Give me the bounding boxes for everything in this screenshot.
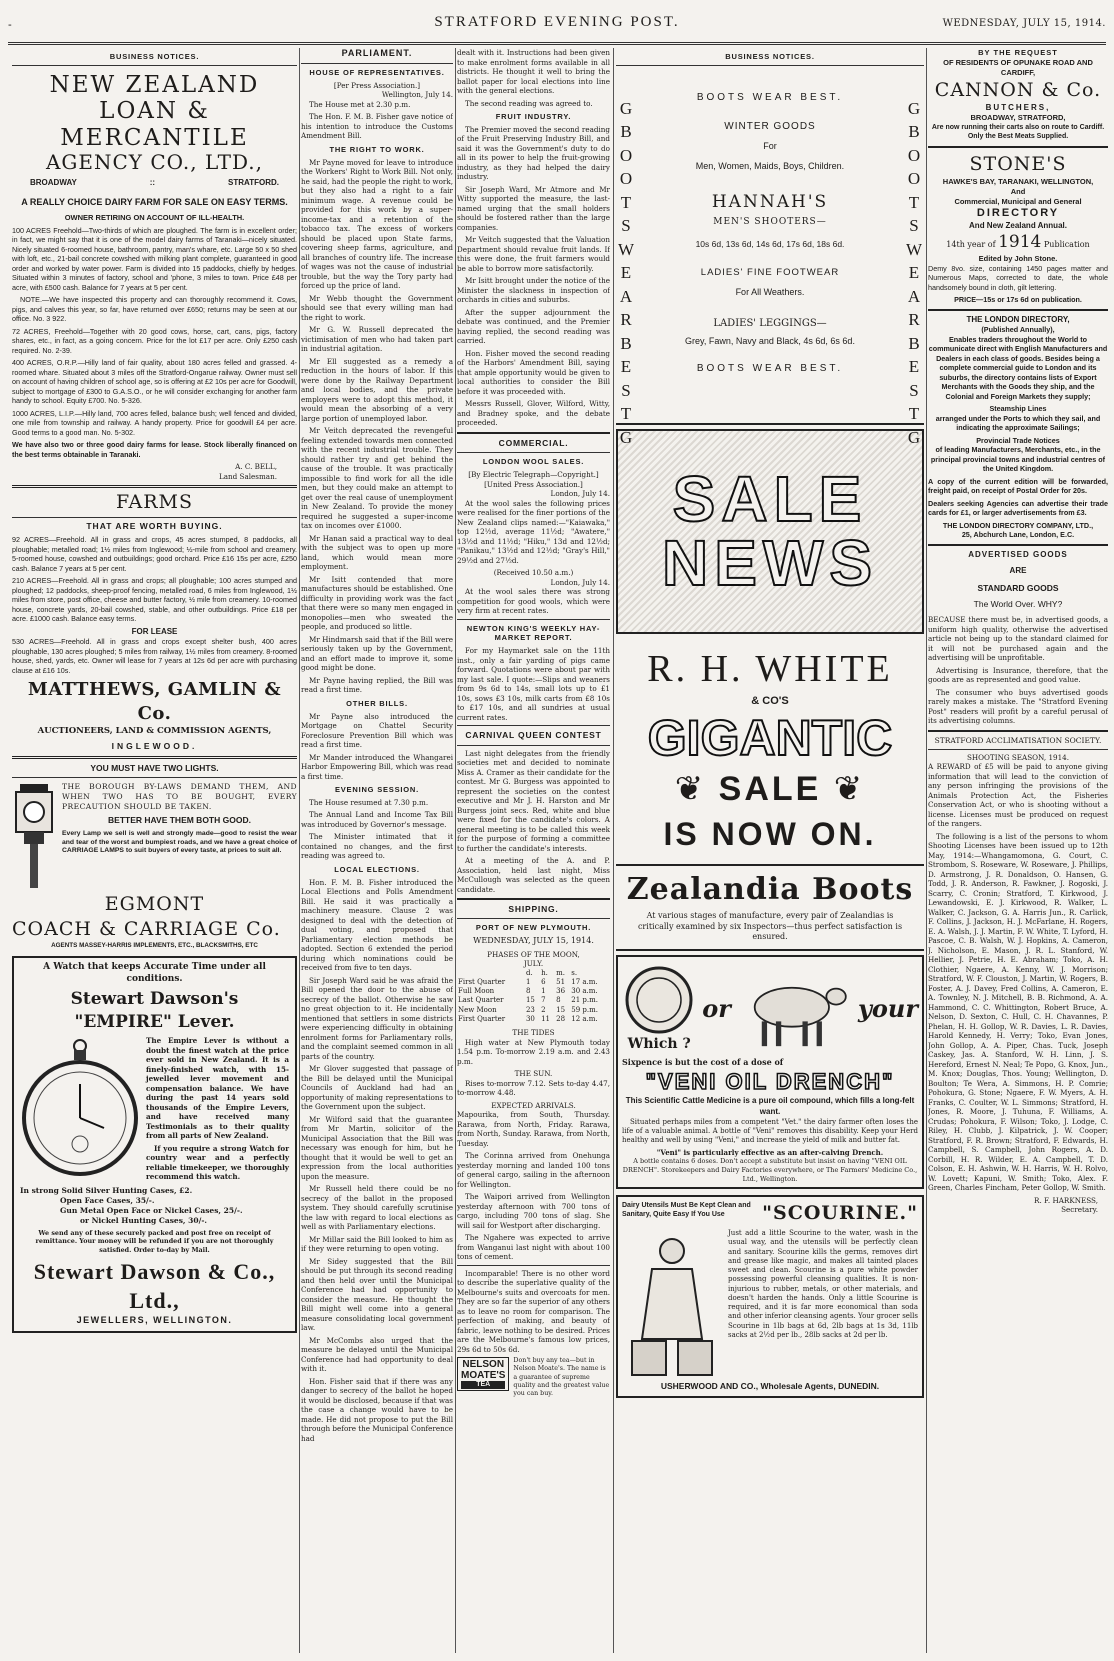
london-directory-title: THE LONDON DIRECTORY, xyxy=(966,314,1070,324)
nz-loan-location xyxy=(12,174,297,193)
egmont-title-2: COACH & CARRIAGE Co. xyxy=(12,918,281,941)
two-lights-heading: YOU MUST HAVE TWO LIGHTS. xyxy=(90,763,219,774)
sale-news-banner xyxy=(616,429,924,634)
section-heading: BUSINESS NOTICES. xyxy=(725,52,815,61)
parliament-heading: PARLIAMENT. xyxy=(341,48,413,58)
ladies-leggings: LADIES' LEGGINGS— xyxy=(713,317,827,329)
vertical-letter: E xyxy=(620,357,632,377)
watch-description: The Empire Lever is without a doubt the finest watch at the price ever sold in New Zealand. It is a finely-finished watch, with 15-jewelled lever movement and compensation balance. We have during the past 14 years sold thousands of the Empire Levers, and have received many Testimonials as to their quality from all parts of New Zealand. xyxy=(146,1036,289,1141)
rh-white-name: R. H. WHITE xyxy=(647,647,893,690)
moon-minute: 51 xyxy=(556,977,566,986)
article-paragraph: Hon. F. M. B. Fisher introduced the Local Elections and Polls Amendment Bill. He said it was practically a machinery measure. Clause 2 was designed to deal with the detection of dual voting, and proposed that Parliamentary election methods be adopted. Section 6 extended the period during which nominations could be received from five to ten days. xyxy=(301,877,453,973)
newton-king-heading: NEWTON KING'S WEEKLY HAY-MARKET REPORT. xyxy=(466,623,601,643)
hannahs-name: HANNAH'S xyxy=(711,192,829,213)
because-text: BECAUSE there must be, in advertised goods, a uniform high quality, otherwise the advertised article not being up to the standard claimed for it will not be purchased again and the advertising will be unprofitable. xyxy=(928,615,1108,663)
vertical-letter: A xyxy=(619,286,633,306)
column-4 xyxy=(616,48,924,1653)
wool-sales-heading: LONDON WOOL SALES. xyxy=(482,457,585,467)
shipping-heading: SHIPPING. xyxy=(508,904,559,914)
mens-shooters: MEN'S SHOOTERS— xyxy=(713,217,827,228)
other-bills-heading: OTHER BILLS. xyxy=(346,698,408,708)
matthews-location: INGLEWOOD. xyxy=(111,740,198,751)
vertical-letter: B xyxy=(620,122,632,142)
vertical-letter: T xyxy=(908,192,920,212)
moon-hour: 6 xyxy=(541,977,546,986)
nz-loan-town: STRATFORD. xyxy=(228,178,279,188)
stones-description: Demy 8vo. size, containing 1450 pages matter and Numerous Maps, corrected to date, the whole handsomely bound in cloth, gilt lettering. xyxy=(928,263,1108,292)
flourish-right-icon: ❦ xyxy=(821,769,866,808)
rh-white-co: & CO'S xyxy=(751,695,789,708)
watch-price-4: or Nickel Hunting Cases, 30/-. xyxy=(80,1216,208,1226)
sun-text: Rises to-morrow 7.12. Sets to-day 4.47, to-morrow 4.48. xyxy=(457,1078,610,1098)
article-paragraph: At a meeting of the A. and P. Association, held last night, Miss McCullough was selected as the queen candidate. xyxy=(457,856,610,894)
right-to-work-heading: THE RIGHT TO WORK. xyxy=(329,144,425,154)
nelson-logo-2: MOATE'S xyxy=(461,1370,506,1382)
vertical-letter: T xyxy=(620,192,632,212)
for-whom: Men, Women, Maids, Boys, Children. xyxy=(695,161,845,172)
arrivals-heading: EXPECTED ARRIVALS. xyxy=(491,1100,576,1110)
nz-loan-title-1: NEW ZEALAND xyxy=(49,71,260,98)
article-paragraph: Mr Isitt contended that more manufactures should be established. One difficulty in providing work was the fact that there were so many men engaged in monopolies—men who sweated the people, and produced so little. xyxy=(301,574,453,632)
vertical-letter: O xyxy=(907,145,921,165)
vertical-letter: S xyxy=(621,380,631,400)
stones-year: 1914 xyxy=(998,232,1042,253)
sale-news-word-2: NEWS xyxy=(662,527,878,600)
article-paragraph: Mr Wilford said that the guarantee from Mr Martin, solicitor of the Municipal Association that the Bill was necessary was enough for him, but he thought that it would be well to get an expression from the local authorities upon the measure. xyxy=(301,1114,453,1181)
matthews-gamlin-title: MATTHEWS, GAMLIN & Co. xyxy=(27,679,282,724)
by-request: BY THE REQUEST xyxy=(978,48,1058,57)
article-paragraph: After the supper adjournment the debate was continued, and the Premier having replied, the second reading was carried. xyxy=(457,307,610,346)
tides-heading: THE TIDES xyxy=(512,1028,555,1038)
article-paragraph: Last night delegates from the friendly societies met and decided to nominate Miss A. Cramer as their candidate for the contest. Mr G. Burgess was appointed to represent the societies on the contest executive and Mr J. H. Harston and Mr Burgess joint secs. Red, white and blue were fixed for the candidate's colors. A general meeting is to be called this week for the purpose of forming a committee to further the candidate's interests. xyxy=(457,748,610,853)
masthead xyxy=(8,14,1106,36)
lamp-advert xyxy=(12,782,297,890)
tides-text: High water at New Plymouth today 1.54 p.m. To-morrow 2.19 a.m. and 2.43 p.m. xyxy=(457,1037,610,1066)
vertical-letter: T xyxy=(620,404,632,424)
nz-loan-title-3: AGENCY CO., LTD., xyxy=(45,150,263,175)
watch-price-3: Gun Metal Open Face or Nickel Cases, 25/-. xyxy=(60,1206,243,1216)
london-copy: A copy of the current edition will be forwarded, freight paid, on receipt of Postal Order for 20s. xyxy=(928,476,1108,496)
article-paragraph: Mr Webb thought the Government should see that every willing man had the right to work. xyxy=(301,293,453,322)
boots-wear-best-vertical-right xyxy=(906,97,922,450)
farms-subheading: THAT ARE WORTH BUYING. xyxy=(86,520,223,531)
cannon-meats: Only the Best Meats Supplied. xyxy=(967,133,1069,141)
stones-directory: DIRECTORY xyxy=(976,207,1060,220)
moon-minute: 15 xyxy=(556,1005,566,1014)
moon-second: 59 p.m. xyxy=(571,1005,598,1014)
stones-editor: Edited by John Stone. xyxy=(978,253,1058,263)
stones-annual: And New Zealand Annual. xyxy=(969,220,1067,230)
stones-year-post: Publication xyxy=(1043,240,1090,250)
article-paragraph: Mr Veitch suggested that the Valuation Department should revalue fruit lands. If this were done, the fruit farmers would be able to borrow more satisfactorily. xyxy=(457,235,610,273)
london-description: Enables traders throughout the World to communicate direct with English Manufacturers and Dealers in each class of goods. Besides being a complete commercial guide to London and its suburbs, the directory contains lists of Export Merchants with the Goods they ship, and the Colonial and Foreign Markets they supply; xyxy=(928,334,1108,401)
masthead-title: STRATFORD EVENING POST. xyxy=(434,14,680,30)
veni-text-2: Situated perhaps miles from a competent "Vet." the dairy farmer often loses the life of a valuable animal. A bottle of "Veni" removes this disability. Keep your Herd healthy and well by using "Veni," and increase the yield of milk and butter fat. xyxy=(622,1117,918,1144)
winter-goods: WINTER GOODS xyxy=(724,121,816,133)
article-paragraph: The Minister intimated that it contained no changes, and the first reading was agreed to. xyxy=(301,832,453,861)
article-paragraph: Hon. Fisher moved the second reading of the Harbors' Amendment Bill, saying that ample opportunity would be given to local authorities to consider the Bill before it was proceeded with. xyxy=(457,348,610,396)
watch-price-2: Open Face Cases, 35/-. xyxy=(60,1196,155,1206)
harkness-role: Secretary. xyxy=(1061,1205,1098,1215)
article-paragraph: The Annual Land and Income Tax Bill was introduced by Governor's message. xyxy=(301,810,453,829)
cow-icon xyxy=(737,961,852,1057)
license-list: The following is a list of the persons to whom Shooting Licenses have been issued up to 12th May, 1914:—Whangamomona, G. Court, C. Strombom, S. Roseware, W. Roseware, J. Phillips, D. Armstrong, J. R. Donaldson, O. Hansen, G. Todd, J. R. Anderson, R. Fawkner, J. Rogoski, J. Scarry, C. Cronin; Stratford, T. Kirkwood, J. Lewandowski, E. J. Kirkwood, R. Walker, L. Walker, C. Jackson, G. A. Harris Jun., R. Carlick, F. Collins, J. Jackson, H. J. McFarlane, H. Rogers, E. A. Walsh, J. J. Martin, F. W. White, T. Lyford, H. Pascoe, C. B. Walsh, W. J. Hopkins, A. Cameron, J. Nicholson, E. Mason, J. R. L. Stanford, W. Hellier, J. Petrie, H. E. Abraham; Toko, A. H. Clothier, Ngaere, A. Kenny, W. J. Morrison; Stratford, W. F. Clouston, J. Martin, W. Rogers, B. Foster, A. J. Davey, Fred Collins, A. Cameron, E. A. Townley, N. J. Mitchell, B. B. Richmond, A. A. Hammond, C. C. Whittington, Robert Bruce, A. Nelson, D. Sexton, C. Hull, C. H. Chavannes, P. Phelan, H. H. Gollop, W. R. Davies, L. R. Davies, Harold Kennedy, H. Verry; Toko, Evan Jones, John Gollop, A. A. Piper, Chas. Tuck, Joseph Caskey, Jas. A. Stanford, W. H. Linn, J. S. Hereford, Ernest N. Neal; Te Popo, G. Knox, Jun., M. Knox; Douglas, Thos. Young; Wellington, D. Boulton; Te Wera, A. Simmons, H. P. Comrie; Pohokura, G. Stone; Ngaere, F. W. Myers, A. H. Franks, C. Coulter, W. L. Simmons; Stratford, H. Jones, R. Moore, J. Tuhuna, F. Williams, A. Crudas; Pohokura, F. Wilson; Toko, J. Lodge, C. Riley, H. Clubb, J. Kilpatrick, J. W. Cooper; Stratford, F. R. Brown; Stratford, F. Edwards, H. Campbell, S. Campbell, John Rogers, A. D. Corbill, H. R. Wilder, E. A. Campbell, T. D. Colson, E. H. Ashwin, W. H. Harris, W. H. Rolvo, W. Lovett; Kapuni, W. Smith; Toko, Alex. F. Green, Charles Fincham, Peter Gollop, W. Smith. xyxy=(928,831,1108,1193)
vertical-letter: G xyxy=(907,427,921,447)
article-paragraph: Sir Joseph Ward, Mr Atmore and Mr Witty supported the measure, the last-named urging that the small holders should be fostered rather than the large companies. xyxy=(457,184,610,232)
article-paragraph: Mr G. W. Russell deprecated the victimisation of men who had taken part in industrial agitation. xyxy=(301,325,453,354)
moon-day: 30 xyxy=(525,1014,535,1023)
article-paragraph: Mr McCombs also urged that the measure be delayed until the Municipal Conference had had opportunity to deal with it. xyxy=(301,1335,453,1374)
farms-heading: FARMS xyxy=(115,491,194,514)
moon-hour: 1 xyxy=(541,987,546,996)
london-dealers: Dealers seeking Agencies can advertise their trade cards for £1, or larger advertisements from £3. xyxy=(928,498,1108,518)
stones-and: And xyxy=(1010,186,1026,196)
hannahs-advert xyxy=(616,69,924,447)
house-heading: HOUSE OF REPRESENTATIVES. xyxy=(309,67,445,77)
listing-lease-note: We have also two or three good dairy farms for lease. Stock liberally financed on the best terms obtainable in Taranaki. xyxy=(12,440,297,459)
vertical-letter: S xyxy=(909,216,919,236)
stewart-dawson-advert xyxy=(12,956,297,1333)
article-paragraph: Mr Mander introduced the Whangarei Harbor Empowering Bill, which was read a first time. xyxy=(301,752,453,781)
moon-day: 1 xyxy=(525,977,531,986)
commercial-heading: COMMERCIAL. xyxy=(498,437,569,448)
dairy-maid-icon xyxy=(622,1229,722,1379)
moon-minute: 36 xyxy=(556,987,566,996)
bell-role: Land Salesman. xyxy=(218,471,277,481)
article-paragraph: At the wool sales the following prices were realised for the finer portions of the New Zealand clips named:—"Kaiawaka," top 12½d, average 11½d; "Awatere," 13½d and 11½d; "Hiku," 13d and 12½d; "Panikau," 13½d and 12½d; "Gray's Hill," 29½d and 27½d. xyxy=(457,498,610,565)
watch-note: We send any of these securely packed and post free on receipt of remittance. Your money will be refunded if you are not thoroughly satisfied. Order to-day by Mail. xyxy=(35,1228,274,1254)
listing-note: NOTE.—We have inspected this property and can thoroughly recommend it. Cows, pigs, and calves this year, so far, have returned over £650; returns may be seen at our office. No. 3 922. xyxy=(12,295,297,324)
advertised-goods: ADVERTISED GOODS xyxy=(968,549,1068,559)
vertical-letter: G xyxy=(619,427,633,447)
stones-regions: HAWKE'S BAY, TARANAKI, WELLINGTON, xyxy=(942,176,1094,186)
article-paragraph: The Premier moved the second reading of the Fruit Preserving Industry Bill, and said it was the Government's duty to do all in its power to help the fruit-growing industry, as they had helped the dairy industry. xyxy=(457,124,610,182)
watch-recommend: If you require a strong Watch for country wear and a perfectly reliable timekeeper, we thoroughly recommend this watch. xyxy=(146,1143,289,1182)
cannon-butchers: BUTCHERS, xyxy=(985,102,1051,112)
sale-word-text: SALE xyxy=(718,769,822,808)
vertical-letter: E xyxy=(908,263,920,283)
stones-year-pre: 14th year of xyxy=(946,240,996,250)
carnival-heading: CARNIVAL QUEEN CONTEST xyxy=(465,730,602,741)
farm-210-acres: 210 ACRES—Freehold. All in grass and crops; all ploughable; 100 acres stumped and ploughed; 12 paddocks, sheep-proof fencing, metalled road, 6 miles from Inglewood, 1½ miles from store, post office, cheese and butter factory, ½ mile from creamery. 10-roomed house, concrete yards, 20-bail cowshed, stable, and other outbuildings. Price £18 per acre. £1000 cash. Balance easy terms. xyxy=(12,576,297,624)
veni-text-4: A bottle contains 6 doses. Don't accept a substitute but insist on having "VENI OIL DRENCH". Storekeepers and Dairy Factories everywhere, or The Farmers' Medicine Co., Ltd., Wellington. xyxy=(622,1157,918,1183)
listing-1000-acres: 1000 ACRES, L.I.P.—Hilly land, 700 acres felled, balance bush; well fenced and divided, one mile from township and railway. A handy property. Price for goodwill £4 per acre. Good terms to a good man. No. 5-302. xyxy=(12,408,297,437)
article-paragraph: At the wool sales there was strong competition for good wools, which were very firm at recent rates. xyxy=(457,587,610,615)
legging-colors: Grey, Fawn, Navy and Black, 4s 6d, 6s 6d. xyxy=(685,336,855,347)
evening-session-heading: EVENING SESSION. xyxy=(334,785,420,795)
scourine-title: "SCOURINE." xyxy=(762,1202,918,1225)
zealandia-title: Zealandia Boots xyxy=(626,871,914,907)
dairy-farm-heading: A REALLY CHOICE DAIRY FARM FOR SALE ON EASY TERMS. xyxy=(21,196,288,207)
acclimatisation-heading: STRATFORD ACCLIMATISATION SOCIETY. xyxy=(934,735,1102,745)
moon-phase: Full Moon xyxy=(458,987,495,996)
moon-col-h: h. xyxy=(541,968,548,977)
moon-row xyxy=(457,987,610,996)
vertical-letter: O xyxy=(907,169,921,189)
article-paragraph: Messrs Russell, Glover, Wilford, Witty, and Bradney spoke, and the debate proceeded. xyxy=(457,399,610,428)
vertical-letter: R xyxy=(908,310,920,330)
moon-hour: 11 xyxy=(541,1014,550,1023)
provincial-text: of leading Manufacturers, Merchants, etc., in the principal provincial towns and industrial centres of the United Kingdom. xyxy=(930,445,1106,474)
egmont-subtitle: AGENTS MASSEY-HARRIS IMPLEMENTS, ETC., BLACKSMITHS, ETC xyxy=(51,942,258,950)
sun-heading: THE SUN. xyxy=(514,1069,553,1079)
matthews-subtitle: AUCTIONEERS, LAND & COMMISSION AGENTS, xyxy=(37,725,272,736)
vertical-letter: W xyxy=(906,239,923,259)
cannon-address: BROADWAY, STRATFORD, xyxy=(970,113,1066,123)
steamship-heading: Steamship Lines xyxy=(989,404,1047,414)
are-label: ARE xyxy=(1009,566,1027,576)
stones-title: STONE'S xyxy=(969,152,1067,175)
vertical-letter: W xyxy=(618,239,635,259)
column-1 xyxy=(12,48,297,1653)
column-5 xyxy=(928,48,1108,1653)
vertical-letter: G xyxy=(907,98,921,118)
moon-minute: 28 xyxy=(556,1014,566,1023)
vertical-letter: E xyxy=(620,263,632,283)
moon-second: 12 a.m. xyxy=(571,1014,598,1023)
article-paragraph: The Ngahere was expected to arrive from Wanganui last night with about 100 tons of cement. xyxy=(457,1233,610,1262)
shooting-season: SHOOTING SEASON, 1914. xyxy=(966,752,1070,762)
article-paragraph: Mr Hindmarsh said that if the Bill were seriously taken up by the Government, and an effort made to improve it, some good might be done. xyxy=(301,634,453,673)
sale-word xyxy=(616,769,924,810)
article-paragraph: Mr Ell suggested as a remedy a reduction in the hours of labor. If this were done by the Railway Department and local bodies, and the private employers were to adopt this method, it would mean the absorbing of a very large portion of unemployed labor. xyxy=(301,356,453,423)
moon-day: 15 xyxy=(525,996,535,1005)
standard-goods: STANDARD GOODS xyxy=(977,582,1059,593)
moon-row xyxy=(457,1015,610,1024)
veni-text-3: "Veni" is particularly effective as an after-calving Drench. xyxy=(656,1148,884,1158)
nelson-moate-text: Don't buy any tea—but in Nelson Moate's. The name is a guarantee of supreme quality and the greatest value you can buy. xyxy=(513,1357,610,1398)
nelson-moate-advert xyxy=(457,1357,610,1398)
moon-row xyxy=(457,1006,610,1015)
article-paragraph: dealt with it. Instructions had been given to make enrolment forms available in all districts. He thought it well to bring the ballot paper for local elections into line with the general elections. xyxy=(457,48,610,95)
for-label: For xyxy=(763,141,777,152)
veni-text-1: This Scientific Cattle Medicine is a pure oil compound, which fills a long-felt want. xyxy=(625,1096,915,1116)
article-paragraph: The Waipori arrived from Wellington yesterday afternoon with 700 tons of cargo, including 700 tons of slag. She will sail for Westport after discharging. xyxy=(457,1192,610,1230)
column-rule xyxy=(613,48,614,1653)
port-heading: PORT OF NEW PLYMOUTH. xyxy=(475,923,592,933)
article-paragraph: Mr Payne also introduced the Mortgage on Chattel Security Foreclosure Prevention Bill which was read a first time. xyxy=(301,711,453,750)
stones-commercial: Commercial, Municipal and General xyxy=(954,196,1082,206)
article-paragraph: The House resumed at 7.30 p.m. xyxy=(309,797,429,807)
which-label: Which ? xyxy=(627,1035,691,1052)
melbourne-advert: Incomparable! There is no other word to describe the superlative quality of the Melbourne's suits and overcoats for men. They are so far the superior of any others as to leave no room for comparison. The perfection of making, and beauty of fabric, leave nothing to be desired. Prices are the Melbourne's famous low prices, 29s 6d to 50s 6d. xyxy=(457,1268,610,1354)
vertical-letter: B xyxy=(620,333,632,353)
article-paragraph: Mr Hanan said a practical way to deal with the subject was to open up more land, which would mean more employment. xyxy=(301,533,453,572)
received-note: (Received 10.50 a.m.) xyxy=(493,568,574,577)
watch-heading: A Watch that keeps Accurate Time under all conditions. xyxy=(43,961,266,984)
gigantic-word: GIGANTIC xyxy=(647,709,893,766)
farm-92-acres: 92 ACRES—Freehold. All in grass and crops, 45 acres stumped, 8 paddocks, all ploughable; metalled road; 1½ miles from Inglewood; ½-mile from school and creamery. 5-roomed house, cowshed and outbuildings; good orchard. Price £16 15s per acre, £250 cash. Balance 7 years at 5 per cent. xyxy=(12,535,297,573)
article-paragraph: Mr Payne moved for leave to introduce the Workers' Right to Work Bill. Not only, he said, had the people the right to work, but they also had a right to a fair minimum wage. A revenue could be provided for this work by a super-income-tax and a retention of the tobacco tax. The excess of workers should be placed upon State farms, covering sheep farms, agriculture, and all branches of country life. The increase of wages was not the cause of industrial trouble, but the way the Tory party had forced up the price of land. xyxy=(301,157,453,291)
reward-text: A REWARD of £5 will be paid to anyone giving information that will lead to the conviction of any person infringing the provisions of the Animals Protection Act, the Fisheries Conservation Act, or who is shooting without a license. Licenses must be produced on request of the rangers. xyxy=(928,762,1108,829)
moon-phase: First Quarter xyxy=(458,1014,506,1023)
nelson-logo-1: NELSON xyxy=(462,1359,505,1371)
listing-72-acres: 72 ACRES, Freehold—Together with 20 good cows, horse, cart, cans, pigs, factory shares, etc., in fact, as a going concern. Price for the lot £17 per acre. Only £250 cash required. No. 2-39. xyxy=(12,326,297,355)
usherwood-text: USHERWOOD AND CO., Wholesale Agents, DUNEDIN. xyxy=(660,1381,880,1392)
vertical-letter: O xyxy=(619,145,633,165)
moon-hour: 2 xyxy=(541,1005,546,1014)
vertical-letter: A xyxy=(907,286,921,306)
article-paragraph: Sir Joseph Ward said he was afraid the Bill opened the door to the abuse of secrecy of the ballot. Otherwise he saw no great objection to it. He incidentally mentioned that settlers in some districts were experiencing difficulty in obtaining enrolment forms for Parliamentary rolls, and the complaint seemed common in all parts of the country. xyxy=(301,975,453,1061)
sale-news-word-1: SALE xyxy=(672,463,868,536)
column-3 xyxy=(457,48,610,1653)
moon-day: 23 xyxy=(525,1005,535,1014)
nz-loan-title-2: LOAN & MERCANTILE xyxy=(60,98,249,151)
local-elections-heading: LOCAL ELECTIONS. xyxy=(334,864,420,874)
section-heading: BUSINESS NOTICES. xyxy=(109,52,200,61)
arrivals-text: Mapourika, from South, Thursday. Rarawa, from North, Friday. Rarawa, from North, Sunday. Rarawa, from North, Tuesday. xyxy=(457,1110,610,1148)
shipping-date: WEDNESDAY, JULY 15, 1914. xyxy=(473,936,594,946)
moon-second: 30 a.m. xyxy=(571,987,598,996)
vertical-letter: R xyxy=(620,310,632,330)
masthead-date: WEDNESDAY, JULY 15, 1914. xyxy=(942,18,1106,29)
vertical-letter: B xyxy=(908,122,920,142)
vertical-letter: E xyxy=(908,357,920,377)
for-lease-heading: FOR LEASE xyxy=(131,626,178,636)
moon-phase: First Quarter xyxy=(458,977,506,986)
stewart-dawson-sub: JEWELLERS, WELLINGTON. xyxy=(76,1315,233,1326)
press-association: [Per Press Association.] xyxy=(333,80,421,90)
article-paragraph: For my Haymarket sale on the 11th inst., only a fair yarding of pigs came forward. Quotations were about par with my last sale. I quote:—Slips and weaners from 9s 6d to 14s, small lots up to £1 10s, sows £3 10s, milk carts from £8 10s to £17 10s, and all sundries at usual current rates. xyxy=(457,646,610,722)
owner-retiring: OWNER RETIRING ON ACCOUNT OF ILL-HEALTH. xyxy=(64,212,245,222)
your-label: your xyxy=(857,993,918,1023)
article-paragraph: Mr Isitt brought under the notice of the Minister the slackness in inspection of orchards in cities and suburbs. xyxy=(457,276,610,305)
moon-header-row xyxy=(457,969,610,978)
scourine-text: Just add a little Scourine to the water, wash in the usual way, and the utensils will be perfectly clean and sanitary. Scourine kills the germs, removes dirt and grease like magic, and makes all tainted places sweet and clean. Scourine is a pure white powder possessing powerful cleansing qualities. It is non-injurious to rubber, metals, or other materials, and doesn't harden the hands. Only a little Scourine is required, and it is far more economical than soda and other inferior cleansing agents. Your grocer sells Scourine in 1lb bags at 6d, 2lb bags at 1s 3d, 11lb sacks at 2½d per lb., 28lb sacks at 2d per lb. xyxy=(728,1229,918,1339)
insurance-text: Advertising is Insurance, therefore, that the goods are as represented and good value. xyxy=(928,665,1108,685)
bell-signature: A. C. BELL, xyxy=(235,462,277,472)
wool-dateline-2: London, July 14. xyxy=(550,577,610,587)
column-2 xyxy=(301,48,453,1653)
wool-dateline: London, July 14. xyxy=(550,489,610,498)
moon-phase: New Moon xyxy=(458,1005,497,1014)
fruit-industry-heading: FRUIT INDUSTRY. xyxy=(495,112,572,121)
listing-400-acres: 400 ACRES, O.R.P.—Hilly land of fair quality, about 180 acres felled and grassed. 4-roomed whare. Situated about 3 miles off the Stratford-Ongarue railway. Owner must sell on account of having children of school age, so is offering at £2 10s per acre for Goodwill, subject to mortgage of £300 to G.A.S.O., or he will consider exchanging for another farm handy to school. Equity £700. No. 5-326. xyxy=(12,358,297,406)
article-paragraph: The Corinna arrived from Onehunga yesterday morning and landed 100 tons of general cargo, sailing in the afternoon for Wellington. xyxy=(457,1151,610,1189)
stewart-dawson-name: Stewart Dawson & Co., Ltd., xyxy=(33,1259,276,1314)
moon-month: JULY. xyxy=(523,959,544,969)
harkness-name: R. F. HARKNESS, xyxy=(1034,1195,1098,1205)
vertical-letter: S xyxy=(621,216,631,236)
or-label: or xyxy=(702,993,731,1023)
nelson-logo-3: TEA xyxy=(461,1381,505,1389)
stones-price: PRICE—15s or 17s 6d on publication. xyxy=(954,295,1082,305)
watch-price-1: In strong Solid Silver Hunting Cases, £2. xyxy=(20,1186,193,1196)
moon-day: 8 xyxy=(525,987,531,996)
article-paragraph: Mr Sidey suggested that the Bill should be put through its second reading and then held over until the Municipal Conference had had opportunity to consider the measure. He thought the Bill might well come into a general measure consolidating local government law. xyxy=(301,1256,453,1333)
moon-col-m: m. xyxy=(556,968,566,977)
article-paragraph: Mr Payne having replied, the Bill was read a first time. xyxy=(301,675,453,695)
vertical-letter: O xyxy=(619,169,633,189)
moon-col-d: d. xyxy=(525,968,533,977)
dateline: Wellington, July 14. xyxy=(381,90,453,100)
article-paragraph: The Hon. F. M. B. Fisher gave notice of his intention to introduce the Customs Amendment Bill. xyxy=(301,112,453,141)
article-paragraph: The second reading was agreed to. xyxy=(465,98,593,108)
sixpence-text: Sixpence is but the cost of a dose of xyxy=(622,1056,784,1067)
carriage-lamp-icon xyxy=(12,782,56,890)
veni-seal-icon xyxy=(624,965,694,1035)
column-rule xyxy=(299,48,300,1653)
dairy-utensils-text: Dairy Utensils Must Be Kept Clean and Sanitary, Quite Easy If You Use xyxy=(622,1202,751,1219)
london-published: (Published Annually), xyxy=(981,325,1055,335)
egmont-title: EGMONT xyxy=(104,893,205,916)
vertical-letter: S xyxy=(909,380,919,400)
nelson-moate-logo xyxy=(457,1357,509,1391)
article-paragraph: Mr Millar said the Bill looked to him as if they were returning to open voting. xyxy=(301,1234,453,1254)
article-paragraph: Mr Russell held there could be no secrecy of the ballot in the proposed system. They should carefully scrutinise the law with regard to local elections as well as with Parliamentary elections. xyxy=(301,1184,453,1232)
article-paragraph: The House met at 2.30 p.m. xyxy=(309,99,411,109)
listing-100-acres: 100 ACRES Freehold—Two-thirds of which are ploughed. The farm is in excellent order; in fact, we might say that it is one of the model dairy farms of Taranaki—nicely situated. Nicely situated 6-roomed house, bathroom, pantry, man's whare, etc. Large 50 x 50 shed with loft, etc., 21-bail concrete cowshed with milking plant complete, guaranteed in good order and worked by water power. Farm is divided into 15 paddocks, chiefly by hedges. Situated within 3 minutes of factory, school and 'phone, 3 miles to town. Price £48 per acre, with £500 cash. Balance for 7 years at 5 per cent. xyxy=(12,225,297,292)
moon-phase: Last Quarter xyxy=(458,996,504,1005)
masthead-rule xyxy=(8,42,1106,45)
ladies-footwear: LADIES' FINE FOOTWEAR xyxy=(700,266,840,278)
shooter-prices: 10s 6d, 13s 6d, 14s 6d, 17s 6d, 18s 6d. xyxy=(695,239,845,250)
london-address: 25, Abchurch Lane, London, E.C. xyxy=(961,530,1075,540)
article-paragraph: Mr Veitch deprecated the revengeful feeling extended towards men connected with the recent industrial trouble. They should rather try and get behind the cause of the trouble. It was practically impossible to find work for all the idle men, but they could make an attempt to get over the real cause of unemployment in New Zealand. To provide the money required he suggested a super-income tax on incomes over £1000. xyxy=(301,426,453,531)
moon-second: 21 p.m. xyxy=(571,996,598,1005)
moon-second: 17 a.m. xyxy=(571,977,598,986)
cannon-running: Are now running their carts also on route to Cardiff. xyxy=(931,124,1105,132)
vertical-letter: B xyxy=(908,333,920,353)
column-rule xyxy=(926,48,927,1653)
veni-advert xyxy=(616,955,924,1189)
boots-wear-best-bottom: BOOTS WEAR BEST. xyxy=(696,363,844,375)
moon-table xyxy=(457,969,610,1024)
zealandia-text: At various stages of manufacture, every pair of Zealandias is critically examined by six Inspectors—thus perfect satisfaction is ensured. xyxy=(637,911,903,942)
farm-530-acres: 530 ACRES—Freehold. All in grass and crops except shelter bush, 400 acres ploughable, 130 acres ploughed; 5 miles from railway, 1½ miles from creamery. 8-roomed house, shed, yards, etc. Owner will lease for 7 years at 12s 6d per acre with purchasing clause at £16 10s. xyxy=(12,637,297,675)
world-over: The World Over. WHY? xyxy=(973,599,1063,610)
all-weathers: For All Weathers. xyxy=(735,287,805,298)
veni-drench-title: "VENI OIL DRENCH" xyxy=(645,1069,895,1095)
pocket-watch-icon xyxy=(20,1036,140,1186)
column-rule xyxy=(455,48,456,1653)
boots-wear-best-vertical-left xyxy=(618,97,634,450)
nz-loan-separator: :: xyxy=(149,178,156,188)
watch-title: Stewart Dawson's "EMPIRE" Lever. xyxy=(70,989,239,1032)
wool-press: [By Electric Telegraph—Copyright.] [United Press Association.] xyxy=(468,470,599,489)
vertical-letter: T xyxy=(908,404,920,424)
moon-row xyxy=(457,978,610,987)
lights-body: THE BOROUGH BY-LAWS DEMAND THEM, AND WHEN TWO HAS TO BE BOUGHT, EVERY PRECAUTION SHOULD BE TAKEN. xyxy=(62,782,297,812)
london-company: THE LONDON DIRECTORY COMPANY, LTD., xyxy=(942,520,1094,530)
nz-loan-street: BROADWAY xyxy=(30,178,77,188)
consumer-text: The consumer who buys advertised goods rarely makes a mistake. The "Stratford Evening Post" readers will profit by a careful perusal of its advertising columns. xyxy=(928,687,1108,726)
steamship-text: arranged under the Ports to which they sail, and indicating the approximate Sailings; xyxy=(935,413,1101,433)
residents-line: OF RESIDENTS OF OPUNAKE ROAD AND CARDIFF, xyxy=(943,57,1093,77)
masthead-mark: - xyxy=(8,18,12,31)
moon-heading: PHASES OF THE MOON, xyxy=(487,949,580,959)
article-paragraph: Hon. Fisher said that if there was any danger to secrecy of the ballot he hoped it would be disclosed, because if that was the case a change would have to be made. He did not propose to put the Bill through before the Municipal Conference had xyxy=(301,1376,453,1443)
vertical-letter: G xyxy=(619,98,633,118)
is-now-on: IS NOW ON. xyxy=(663,816,877,853)
scourine-advert xyxy=(616,1195,924,1398)
flourish-left-icon: ❦ xyxy=(674,769,719,808)
lights-better: BETTER HAVE THEM BOTH GOOD. xyxy=(108,815,251,826)
boots-wear-best-top: BOOTS WEAR BEST. xyxy=(696,91,844,103)
lights-description: Every Lamp we sell is well and strongly made—good to resist the wear and tear of the worst and bumpiest roads, and we have a great choice of CARRIAGE LAMPS to suit buyers of every taste, at prices to suit all. xyxy=(62,829,297,855)
moon-minute: 8 xyxy=(556,996,561,1005)
moon-hour: 7 xyxy=(541,996,546,1005)
article-paragraph: Mr Glover suggested that passage of the Bill be delayed until the Municipal Councils of Auckland had had an opportunity of making representations to the Government upon the subject. xyxy=(301,1064,453,1112)
provincial-heading: Provincial Trade Notices xyxy=(976,435,1060,445)
cannon-title: CANNON & Co. xyxy=(934,78,1102,101)
moon-col-s: s. xyxy=(571,968,578,977)
moon-row xyxy=(457,996,610,1005)
